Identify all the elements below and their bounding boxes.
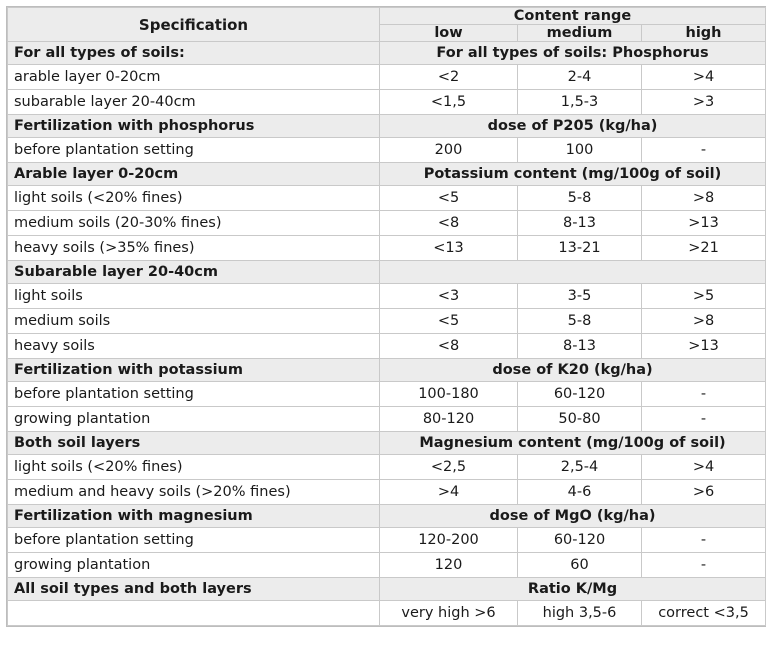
row-high-value: >4 [642,65,766,90]
row-high-value: - [642,553,766,578]
section-unit-label: dose of K20 (kg/ha) [380,359,766,382]
section-row [8,261,766,284]
section-row [8,115,766,138]
section-label: Subarable layer 20-40cm [8,261,380,284]
row-low-value: 120-200 [380,528,518,553]
content-range-header: Content range [380,8,766,25]
row-specification: light soils (<20% fines) [8,455,380,480]
table-row [8,455,766,480]
row-low-value: <13 [380,236,518,261]
row-low-value: <8 [380,211,518,236]
table-row [8,65,766,90]
row-specification: before plantation setting [8,528,380,553]
row-medium-value: 3-5 [518,284,642,309]
table-row [8,553,766,578]
section-unit-label [380,261,766,284]
section-row [8,163,766,186]
section-row [8,42,766,65]
medium-header: medium [518,25,642,42]
fertilization-table [7,7,766,626]
row-specification: growing plantation [8,407,380,432]
row-medium-value: 2,5-4 [518,455,642,480]
row-low-value: <1,5 [380,90,518,115]
section-label: All soil types and both layers [8,578,380,601]
row-low-value: <2 [380,65,518,90]
row-specification: arable layer 0-20cm [8,65,380,90]
section-row [8,505,766,528]
row-medium-value: 100 [518,138,642,163]
row-high-value: >6 [642,480,766,505]
row-high-value: >13 [642,211,766,236]
row-low-value: 80-120 [380,407,518,432]
row-medium-value: 2-4 [518,65,642,90]
section-unit-label: For all types of soils: Phosphorus [380,42,766,65]
section-label: Fertilization with potassium [8,359,380,382]
row-specification [8,601,380,626]
row-medium-value: 5-8 [518,309,642,334]
table-row [8,601,766,626]
row-low-value: 200 [380,138,518,163]
section-label: For all types of soils: [8,42,380,65]
high-header: high [642,25,766,42]
row-specification: medium soils (20-30% fines) [8,211,380,236]
table-row [8,186,766,211]
table-header [8,8,766,42]
table-row [8,528,766,553]
row-low-value: >4 [380,480,518,505]
section-label: Both soil layers [8,432,380,455]
row-medium-value: 8-13 [518,334,642,359]
row-low-value: 100-180 [380,382,518,407]
row-high-value: >8 [642,309,766,334]
row-specification: growing plantation [8,553,380,578]
row-medium-value: 4-6 [518,480,642,505]
table-row [8,309,766,334]
row-specification: before plantation setting [8,138,380,163]
table-row [8,138,766,163]
table-row [8,480,766,505]
row-low-value: <3 [380,284,518,309]
row-specification: subarable layer 20-40cm [8,90,380,115]
table-row [8,211,766,236]
section-row [8,432,766,455]
table-body [8,42,766,626]
row-high-value: >8 [642,186,766,211]
row-low-value: 120 [380,553,518,578]
row-high-value: - [642,528,766,553]
row-high-value: - [642,407,766,432]
section-row [8,359,766,382]
row-medium-value: 60-120 [518,528,642,553]
table-row [8,334,766,359]
row-high-value: >3 [642,90,766,115]
row-high-value: >4 [642,455,766,480]
section-unit-label: dose of MgO (kg/ha) [380,505,766,528]
row-medium-value: 1,5-3 [518,90,642,115]
row-low-value: <2,5 [380,455,518,480]
section-unit-label: Potassium content (mg/100g of soil) [380,163,766,186]
row-medium-value: 8-13 [518,211,642,236]
row-high-value: correct <3,5 [642,601,766,626]
section-label: Arable layer 0-20cm [8,163,380,186]
row-medium-value: 50-80 [518,407,642,432]
table-row [8,407,766,432]
row-specification: light soils [8,284,380,309]
section-unit-label: Magnesium content (mg/100g of soil) [380,432,766,455]
row-low-value: <8 [380,334,518,359]
row-medium-value: high 3,5-6 [518,601,642,626]
row-specification: before plantation setting [8,382,380,407]
table-row [8,90,766,115]
row-low-value: <5 [380,186,518,211]
row-high-value: >5 [642,284,766,309]
row-high-value: >21 [642,236,766,261]
low-header: low [380,25,518,42]
row-medium-value: 60 [518,553,642,578]
row-low-value: <5 [380,309,518,334]
row-high-value: >13 [642,334,766,359]
row-medium-value: 5-8 [518,186,642,211]
row-medium-value: 60-120 [518,382,642,407]
section-label: Fertilization with phosphorus [8,115,380,138]
row-high-value: - [642,382,766,407]
row-specification: light soils (<20% fines) [8,186,380,211]
row-specification: heavy soils [8,334,380,359]
section-label: Fertilization with magnesium [8,505,380,528]
specification-header: Specification [8,8,380,42]
table-row [8,382,766,407]
table-row [8,284,766,309]
row-specification: medium soils [8,309,380,334]
section-unit-label: Ratio K/Mg [380,578,766,601]
row-low-value: very high >6 [380,601,518,626]
section-unit-label: dose of P205 (kg/ha) [380,115,766,138]
row-high-value: - [642,138,766,163]
row-specification: medium and heavy soils (>20% fines) [8,480,380,505]
table-row [8,236,766,261]
section-row [8,578,766,601]
fertilization-table-frame [6,6,766,627]
row-specification: heavy soils (>35% fines) [8,236,380,261]
row-medium-value: 13-21 [518,236,642,261]
